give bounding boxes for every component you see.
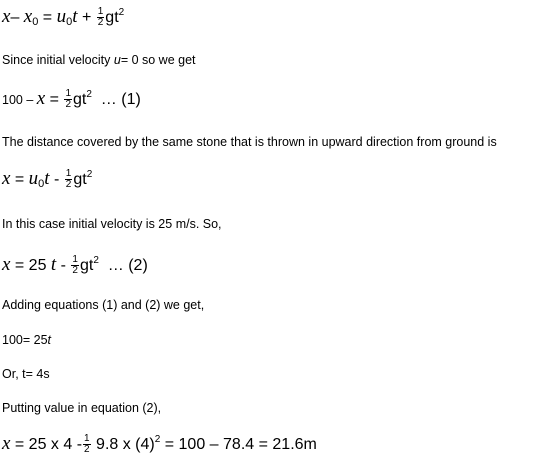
equation-sum: 100= 25t: [2, 333, 52, 347]
text-adding-equations: Adding equations (1) and (2) we get,: [2, 298, 205, 312]
equation-2: x = 25 t - $\frac{1}{2}$ $gt^2$ … (2): [2, 254, 148, 277]
fraction-half: $\frac{1}{2}$: [72, 254, 78, 277]
text-upward-stone: The distance covered by the same stone that is thrown in upward direction from ground is: [2, 135, 497, 149]
fraction-half: $\frac{1}{2}$: [65, 168, 72, 191]
equation-1: 100 – x = $\frac{1}{2}$ $gt^2$ … (1): [2, 88, 141, 111]
equation-displacement: x– $x_0 = u_0t$ + $\frac{1}{2}$ $gt^2$: [2, 6, 125, 29]
text-putting-value: Putting value in equation (2),: [2, 401, 162, 415]
text-time-result: Or, t= 4s: [2, 367, 50, 381]
text-initial-velocity-25: In this case initial velocity is 25 m/s. So,: [2, 217, 222, 231]
fraction-half: $\frac{1}{2}$: [97, 6, 104, 29]
equation-final-result: x = 25 x 4 - $\frac{1}{2}$ 9.8 x $(4)^2 = 100 - 78.4 = 21.6m$: [2, 433, 317, 456]
fraction-half: $\frac{1}{2}$: [84, 433, 90, 456]
text-initial-velocity: Since initial velocity u= 0 so we get: [2, 53, 196, 67]
fraction-half: $\frac{1}{2}$: [65, 88, 71, 111]
equation-upward-distance: $x = u_0t$ - $\frac{1}{2}$ $gt^2$: [2, 168, 93, 191]
